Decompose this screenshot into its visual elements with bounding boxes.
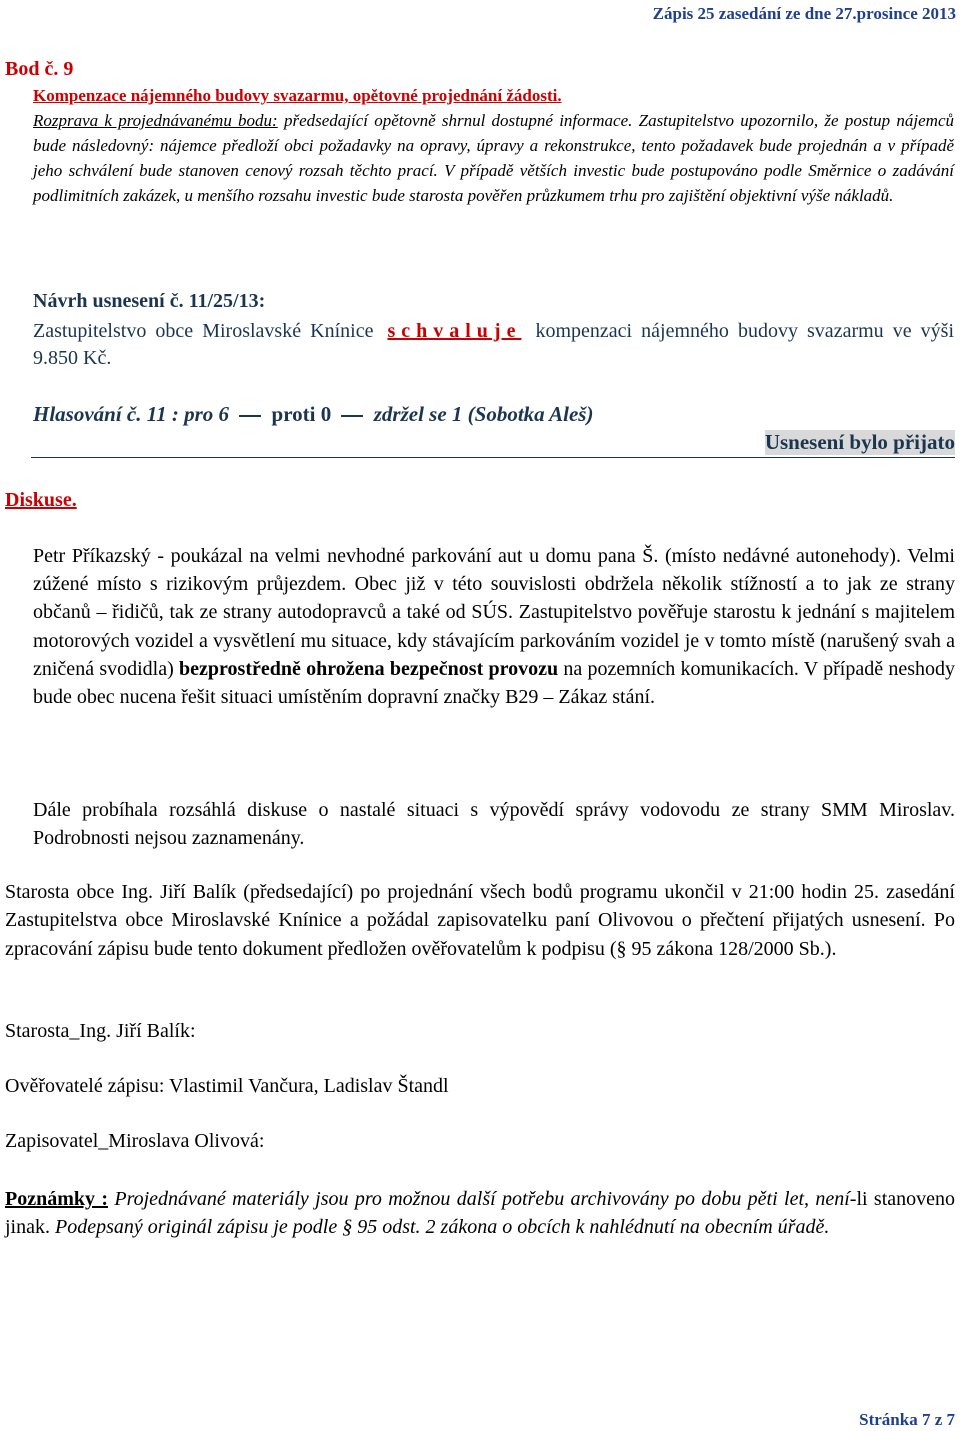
resolution-text-after: kompenzaci nájemného budovy svazarmu ve výši 9.850 Kč. — [33, 320, 955, 369]
discussion-p1-part1: Petr Příkazský - poukázal na velmi nevhodné parkování aut u domu pana Š. (místo nedávné autonehody). Velmi zúžené místo s rizikovým průjezdem. Obec již v této souvislosti obdržela několik stížností a to jak ze strany občanů – řidičů, tak ze strany autodopravců a také od SÚS. Zastupitelstvo pověřuje starostu k jednání s majitelem motorových vozidel a vysvětlení mu situace, kdy stávajícím parkováním vozidel je v tomto místě (narušený svah a zničená svodidla) — [33, 545, 955, 680]
resolution-verb: schvaluje — [387, 320, 522, 342]
notes-text-2: -li stanoveno jinak. — [5, 1188, 956, 1239]
signature-verifiers: Ověřovatelé zápisu: Vlastimil Vančura, Ladislav Štandl — [5, 1075, 449, 1097]
resolution-result: Usnesení bylo přijato — [764, 430, 955, 454]
discussion-paragraph — [33, 108, 954, 208]
discussion-p1-bold: bezprostředně ohrožena bezpečnost provozu — [179, 657, 559, 680]
notes-label: Poznámky : — [5, 1188, 109, 1210]
resolution-title: Návrh usnesení č. 11/25/13: — [33, 290, 266, 312]
resolution-text — [33, 318, 954, 372]
closing-paragraph: Starosta obce Ing. Jiří Balík (předsedající) po projednání všech bodů programu ukončil v 21:00 hodin 25. zasedání Zastupitelstva obce Miroslavské Knínice a požádal zapisovatelku paní Olivovou o přečtení přijatých usnesení. Po zpracování zápisu bude tento dokument předložen ověřovatelům k podpisu (§ 95 zákona 128/2000 Sb.). — [5, 881, 955, 960]
item-title: Kompenzace nájemného budovy svazarmu, opětovné projednání žádosti. — [33, 86, 562, 105]
item-number: Bod č. 9 — [5, 58, 74, 80]
discussion-heading: Diskuse. — [5, 489, 77, 511]
discussion-label: Rozprava k projednávanému bodu: — [33, 111, 278, 130]
notes-text-neni: není — [815, 1188, 850, 1210]
discussion-paragraph-2: Dále probíhala rozsáhlá diskuse o nastalé situaci s výpovědí správy vodovodu ze strany SMM Miroslav. Podrobnosti nejsou zaznamenány. — [33, 799, 955, 850]
notes-text-1: Projednávané materiály jsou pro možnou další potřebu archivovány po dobu pěti let, — [108, 1188, 816, 1210]
notes-paragraph — [5, 1185, 955, 1242]
resolution-text-before: Zastupitelstvo obce Miroslavské Knínice — [33, 320, 374, 342]
horizontal-rule — [31, 457, 955, 458]
vote-label: Hlasování č. 11 : — [33, 402, 179, 426]
signature-mayor: Starosta_Ing. Jiří Balík: — [5, 1020, 196, 1042]
discussion-text: předsedající opětovně shrnul dostupné informace. Zastupitelstvo upozornilo, že postup nájemců bude následovný: nájemce předloží obci požadavky na opravy, úpravy a rekonstrukce, tento požadavek bude projednán a v případě jeho schválení bude stanoven cenový rozsah těchto prací. V případě větších investic bude postupováno podle Směrnice o zadávání podlimitních zakázek, u menšího rozsahu investic bude starosta pověřen průzkumem trhu pro zajištění objektivní výše nákladů. — [33, 111, 955, 205]
vote-for: pro 6 — [184, 402, 230, 426]
discussion-paragraph-1 — [33, 542, 955, 711]
discussion-p1-part2: na pozemních komunikacích. V případě neshody bude obec nucena řešit situaci umístěním dopravní značky B29 – Zákaz stání. — [33, 657, 955, 709]
document-header: Zápis 25 zasedání ze dne 27.prosince 2013 — [652, 4, 956, 23]
notes-text-3: Podepsaný originál zápisu je podle § 95 odst. 2 zákona o obcích k nahlédnutí na obecním úřadě. — [50, 1216, 830, 1239]
vote-line — [33, 402, 593, 427]
signature-recorder: Zapisovatel_Miroslava Olivová: — [5, 1130, 265, 1152]
dash-divider — [239, 415, 261, 417]
vote-abstain: zdržel se 1 (Sobotka Aleš) — [373, 402, 594, 426]
page-number: Stránka 7 z 7 — [859, 1410, 955, 1429]
dash-divider — [341, 415, 363, 417]
vote-against: proti 0 — [271, 402, 332, 426]
